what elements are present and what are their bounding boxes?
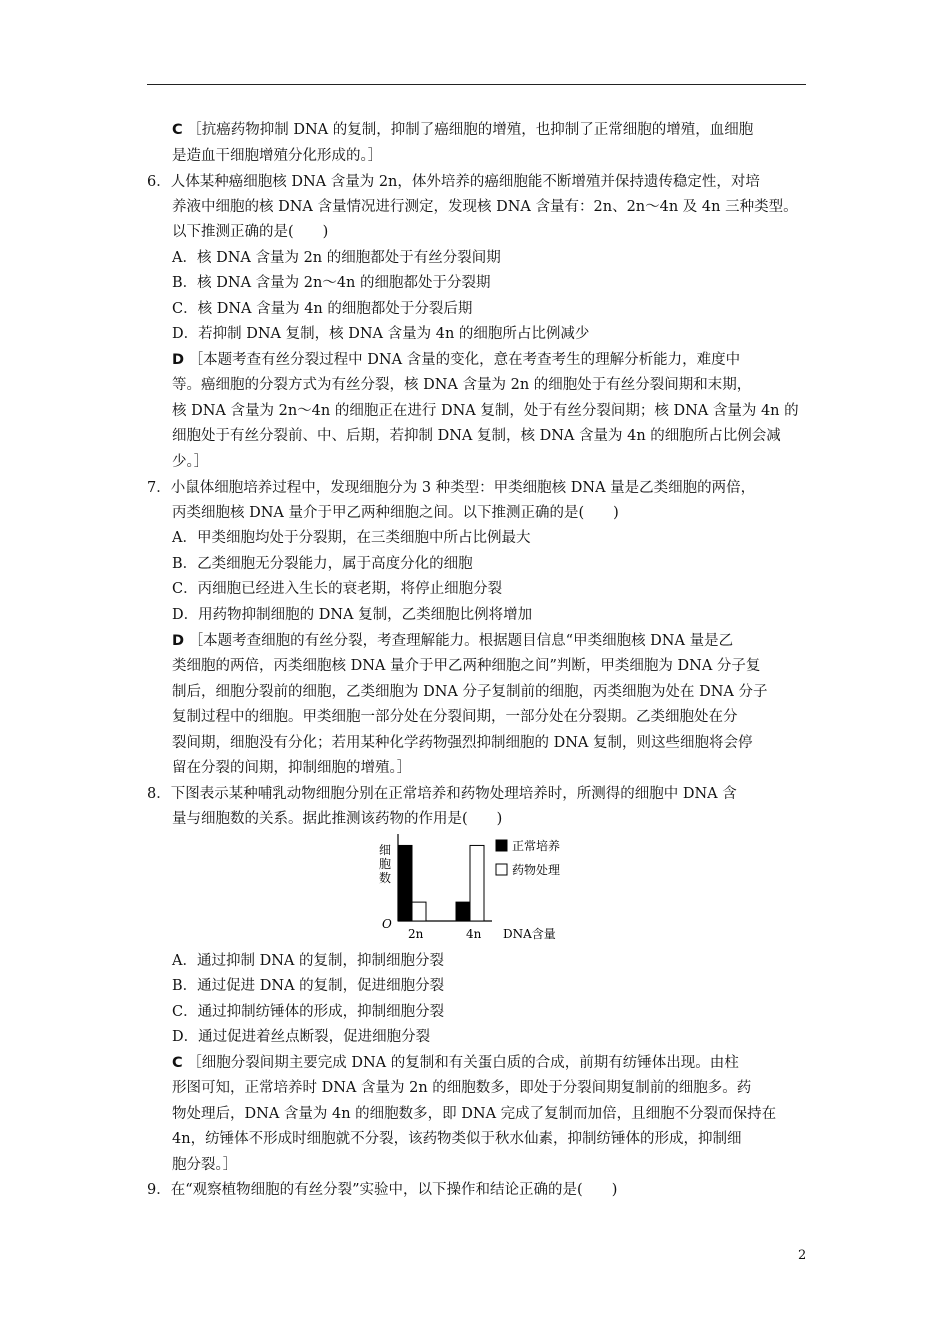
q5-answer-line-1: [172, 120, 753, 140]
q6-stem-line-1: 6．人体某种癌细胞核 DNA 含量为 2n，体外培养的癌细胞能不断增殖并保持遗传稳定性，对培: [147, 174, 760, 190]
q8-answer-letter: C: [172, 1055, 183, 1071]
q7-answer-line-1: [172, 631, 733, 651]
page-number: 2: [798, 1248, 807, 1263]
chart-x-axis-label: DNA含量: [503, 927, 556, 941]
chart-origin-label: O: [382, 917, 392, 931]
q8-answer-text-1: ［细胞分裂间期主要完成 DNA 的复制和有关蛋白质的合成，前期有纺锤体出现。由柱: [187, 1055, 739, 1071]
chart-tick-labels: [408, 927, 482, 941]
q7-stem-line-1: 7．小鼠体细胞培养过程中，发现细胞分为 3 种类型：甲类细胞核 DNA 量是乙类细胞的两倍，: [147, 480, 756, 496]
q8-option-c: C．通过抑制纺锤体的形成，抑制细胞分裂: [172, 1004, 445, 1020]
chart-bar-2n-series-2: [412, 902, 426, 921]
legend-label-2: 药物处理: [512, 863, 561, 877]
q8-stem-line-1: 8．下图表示某种哺乳动物细胞分别在正常培养和药物处理培养时，所测得的细胞中 DNA 含: [147, 786, 737, 802]
q8-answer-line-5: 胞分裂。］: [172, 1157, 238, 1173]
dna-content-bar-chart: [370, 832, 580, 944]
q7-answer-line-3: 制后，细胞分裂前的细胞，乙类细胞为 DNA 分子复制前的细胞，丙类细胞为处在 DNA 分子: [172, 684, 768, 700]
q7-answer-text-1: ［本题考查细胞的有丝分裂，考查理解能力。根据题目信息“甲类细胞核 DNA 量是乙: [188, 633, 734, 649]
q6-answer-line-3: 核 DNA 含量为 2n～4n 的细胞正在进行 DNA 复制，处于有丝分裂间期；核 DNA 含量为 4n 的: [172, 403, 799, 419]
q5-answer-letter: C: [172, 122, 183, 138]
chart-legend: [496, 838, 560, 877]
legend-swatch-1: [496, 840, 507, 851]
chart-y-axis-label-char: 数: [379, 871, 392, 885]
q6-answer-line-5: 少。］: [172, 454, 209, 470]
q6-answer-line-4: 细胞处于有丝分裂前、中、后期，若抑制 DNA 复制，核 DNA 含量为 4n 的细胞所占比例会减: [172, 428, 781, 444]
q8-option-d: D．通过促进着丝点断裂，促进细胞分裂: [172, 1029, 431, 1045]
chart-y-axis-label-char: 胞: [379, 857, 392, 871]
q6-option-d: D．若抑制 DNA 复制，核 DNA 含量为 4n 的细胞所占比例减少: [172, 326, 590, 342]
q6-answer-text-1: ［本题考查有丝分裂过程中 DNA 含量的变化，意在考查考生的理解分析能力，难度中: [188, 352, 741, 368]
q6-answer-letter: D: [172, 352, 185, 368]
q8-answer-line-3: 物处理后，DNA 含量为 4n 的细胞数多，即 DNA 完成了复制而加倍，且细胞不分裂而保持在: [172, 1106, 777, 1122]
legend-label-1: 正常培养: [512, 839, 561, 853]
chart-tick-label-4n: 4n: [466, 927, 482, 941]
q7-answer-line-6: 留在分裂的间期，抑制细胞的增殖。］: [172, 760, 412, 776]
q5-answer-text-1: ［抗癌药物抑制 DNA 的复制，抑制了癌细胞的增殖，也抑制了正常细胞的增殖，血细胞: [187, 122, 754, 138]
q7-option-a: A．甲类细胞均处于分裂期，在三类细胞中所占比例最大: [172, 530, 531, 546]
chart-bar-4n-series-2: [470, 845, 484, 921]
q7-answer-line-4: 复制过程中的细胞。甲类细胞一部分处在分裂间期，一部分处在分裂期。乙类细胞处在分: [172, 709, 738, 725]
chart-y-axis-label-char: 细: [379, 843, 392, 857]
chart-y-axis-label: [379, 843, 391, 885]
q8-answer-line-2: 形图可知，正常培养时 DNA 含量为 2n 的细胞数多，即处于分裂间期复制前的细胞多。药: [172, 1080, 752, 1096]
q6-option-b: B．核 DNA 含量为 2n～4n 的细胞都处于分裂期: [172, 275, 491, 291]
q7-option-b: B．乙类细胞无分裂能力，属于高度分化的细胞: [172, 556, 473, 572]
q7-answer-line-5: 裂间期，细胞没有分化；若用某种化学药物强烈抑制细胞的 DNA 复制，则这些细胞将会停: [172, 735, 753, 751]
q6-stem-line-3: 以下推测正确的是( ): [172, 224, 329, 240]
q9-stem-line-1: 9．在“观察植物细胞的有丝分裂”实验中，以下操作和结论正确的是( ): [147, 1182, 618, 1198]
q8-option-a: A．通过抑制 DNA 的复制，抑制细胞分裂: [172, 953, 444, 969]
q7-option-d: D．用药物抑制细胞的 DNA 复制，乙类细胞比例将增加: [172, 607, 533, 623]
chart-bar-2n-series-1: [398, 845, 412, 921]
q7-answer-line-2: 类细胞的两倍，丙类细胞核 DNA 量介于甲乙两种细胞之间”判断，甲类细胞为 DNA 分子复: [172, 658, 761, 674]
q7-stem-line-2: 丙类细胞核 DNA 量介于甲乙两种细胞之间。以下推测正确的是( ): [172, 505, 619, 521]
q7-option-c: C．丙细胞已经进入生长的衰老期，将停止细胞分裂: [172, 581, 503, 597]
q8-stem-line-2: 量与细胞数的关系。据此推测该药物的作用是( ): [172, 811, 503, 827]
q6-option-c: C．核 DNA 含量为 4n 的细胞都处于分裂后期: [172, 301, 473, 317]
chart-bars: [398, 845, 484, 921]
chart-tick-label-2n: 2n: [408, 927, 424, 941]
legend-swatch-2: [496, 864, 507, 875]
q8-option-b: B．通过促进 DNA 的复制，促进细胞分裂: [172, 978, 445, 994]
q5-answer-line-2: 是造血干细胞增殖分化形成的。］: [172, 148, 383, 164]
q7-answer-letter: D: [172, 633, 185, 649]
header-rule: [147, 84, 806, 85]
q8-answer-line-4: 4n，纺锤体不形成时细胞就不分裂，该药物类似于秋水仙素，抑制纺锤体的形成，抑制细: [172, 1131, 742, 1147]
q6-answer-line-2: 等。癌细胞的分裂方式为有丝分裂，核 DNA 含量为 2n 的细胞处于有丝分裂间期和末期，: [172, 377, 752, 393]
q6-stem-line-2: 养液中细胞的核 DNA 含量情况进行测定，发现核 DNA 含量有：2n、2n～4n 及 4n 三种类型。: [172, 199, 798, 215]
q6-option-a: A．核 DNA 含量为 2n 的细胞都处于有丝分裂间期: [172, 250, 501, 266]
q8-answer-line-1: [172, 1053, 739, 1073]
chart-bar-4n-series-1: [456, 902, 470, 921]
q6-answer-line-1: [172, 350, 740, 370]
